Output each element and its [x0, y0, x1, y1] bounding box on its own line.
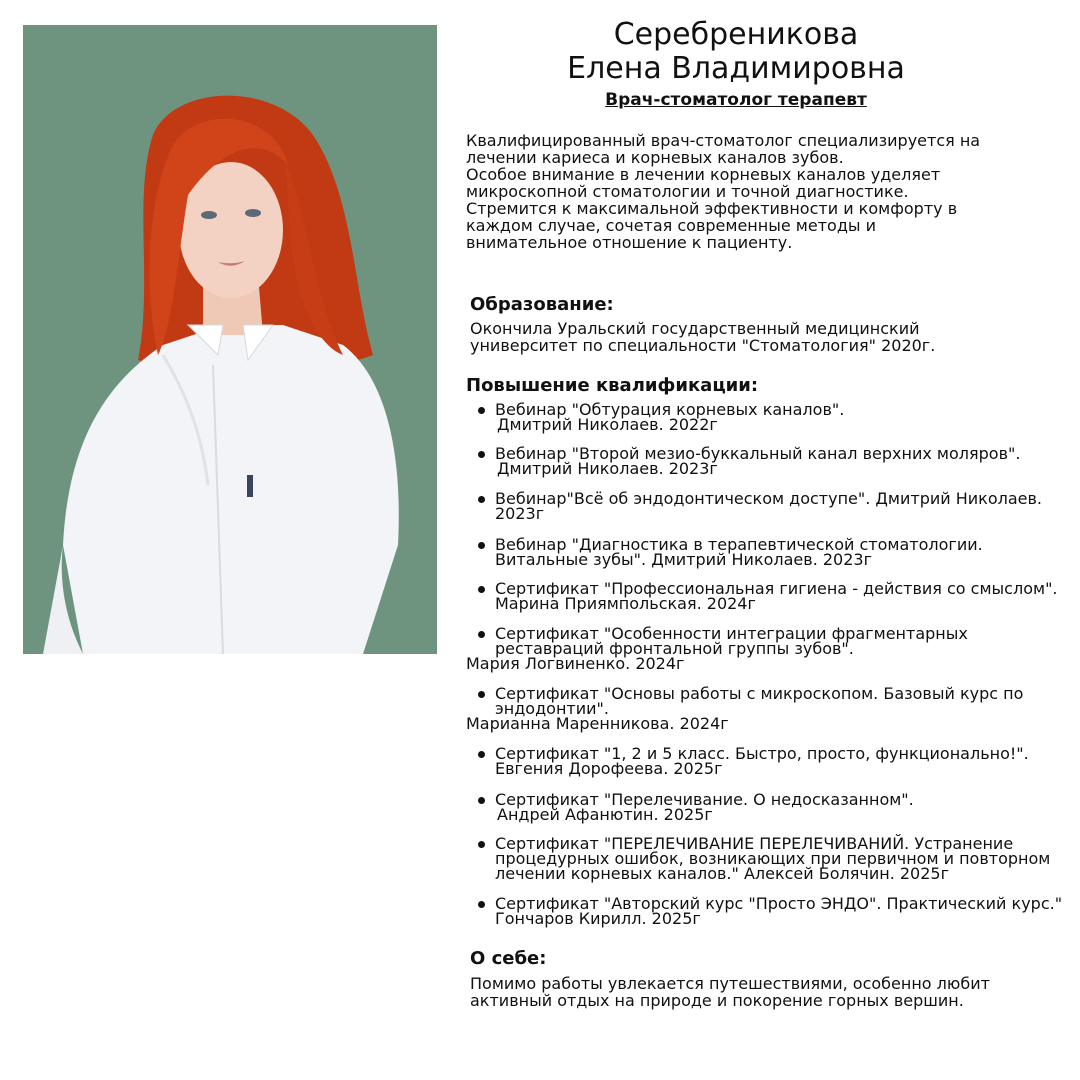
- qualification-item-line: Витальные зубы". Дмитрий Николаев. 2023г: [495, 550, 872, 569]
- intro-line: каждом случае, сочетая современные методы и: [466, 216, 876, 235]
- qualification-item-line: Сертификат "Авторский курс "Просто ЭНДО". Практический курс.": [495, 894, 1063, 913]
- education-line: университет по специальности "Стоматология" 2020г.: [470, 336, 936, 355]
- qualification-item-line: Сертификат "Перелечивание. О недосказанном".: [495, 790, 914, 809]
- intro-line: внимательное отношение к пациенту.: [466, 233, 793, 252]
- qualification-item: [495, 792, 1075, 822]
- qualification-item-line: Марина Приямпольская. 2024г: [495, 594, 756, 613]
- intro-text: [466, 132, 1066, 251]
- qualification-item-line: Дмитрий Николаев. 2022г: [497, 415, 718, 434]
- qualification-item-line: лечении корневых каналов." Алексей Болячин. 2025г: [495, 864, 949, 883]
- qualification-item: [495, 446, 1075, 476]
- qualification-item: [495, 836, 1075, 881]
- qualification-item-line: Сертификат "ПЕРЕЛЕЧИВАНИЕ ПЕРЕЛЕЧИВАНИЙ. Устранение: [495, 834, 1014, 853]
- intro-line: лечении кариеса и корневых каналов зубов.: [466, 148, 844, 167]
- doctor-position: Врач-стоматолог терапевт: [605, 90, 867, 110]
- qualification-item-line: эндодонтии".: [495, 699, 609, 718]
- intro-line: Особое внимание в лечении корневых каналов уделяет: [466, 165, 941, 184]
- qualification-item-line: процедурных ошибок, возникающих при первичном и повторном: [495, 849, 1051, 868]
- qualification-item-author: Мария Логвиненко. 2024г: [466, 654, 685, 673]
- qualification-item-author: Марианна Маренникова. 2024г: [466, 714, 729, 733]
- qualification-item: [495, 537, 1075, 567]
- education-heading: Образование:: [470, 294, 614, 315]
- qualification-item: [495, 581, 1075, 611]
- qualification-item-line: Вебинар "Диагностика в терапевтической стоматологии.: [495, 535, 983, 554]
- intro-line: Стремится к максимальной эффективности и комфорту в: [466, 199, 958, 218]
- qualification-item: [495, 402, 1075, 432]
- doctor-given-names: Елена Владимировна: [567, 51, 905, 86]
- qualification-item-line: Сертификат "1, 2 и 5 класс. Быстро, просто, функционально!".: [495, 744, 1029, 763]
- qualification-item-line: Сертификат "Особенности интеграции фрагментарных: [495, 624, 968, 643]
- intro-line: Квалифицированный врач-стоматолог специализируется на: [466, 131, 981, 150]
- doctor-name: [456, 18, 1016, 86]
- qualification-item-line: Гончаров Кирилл. 2025г: [495, 909, 701, 928]
- doctor-photo: [23, 25, 437, 654]
- qualification-item: [495, 491, 1075, 521]
- about-line: активный отдых на природе и покорение горных вершин.: [470, 991, 964, 1010]
- qualification-item-line: Вебинар "Второй мезио-буккальный канал верхних моляров".: [495, 444, 1021, 463]
- intro-line: микроскопной стоматологии и точной диагностике.: [466, 182, 909, 201]
- qualification-item-line: Вебинар"Всё об эндодонтическом доступе". Дмитрий Николаев.: [495, 489, 1043, 508]
- qualification-item-line: Вебинар "Обтурация корневых каналов".: [495, 400, 845, 419]
- qualification-item-line: Андрей Афанютин. 2025г: [497, 805, 713, 824]
- qualification-item: [495, 746, 1075, 776]
- qualification-item: [495, 896, 1075, 926]
- about-heading: О себе:: [470, 948, 547, 969]
- qualification-heading: Повышение квалификации:: [466, 375, 759, 396]
- doctor-surname: Серебреникова: [613, 17, 859, 52]
- about-text: [470, 975, 1050, 1009]
- qualification-item-line: 2023г: [495, 504, 545, 523]
- about-line: Помимо работы увлекается путешествиями, особенно любит: [470, 974, 990, 993]
- qualification-item-line: Дмитрий Николаев. 2023г: [497, 459, 718, 478]
- qualification-item-line: Евгения Дорофеева. 2025г: [495, 759, 723, 778]
- doctor-portrait-illustration: [23, 25, 437, 654]
- qualification-item: [495, 626, 1075, 656]
- education-text: [470, 320, 1050, 354]
- qualification-item-line: Сертификат "Профессиональная гигиена - действия со смыслом".: [495, 579, 1058, 598]
- qualification-item-line: Сертификат "Основы работы с микроскопом. Базовый курс по: [495, 684, 1024, 703]
- qualification-item-line: реставраций фронтальной группы зубов".: [495, 639, 854, 658]
- education-line: Окончила Уральский государственный медицинский: [470, 319, 920, 338]
- qualification-item: [495, 686, 1075, 716]
